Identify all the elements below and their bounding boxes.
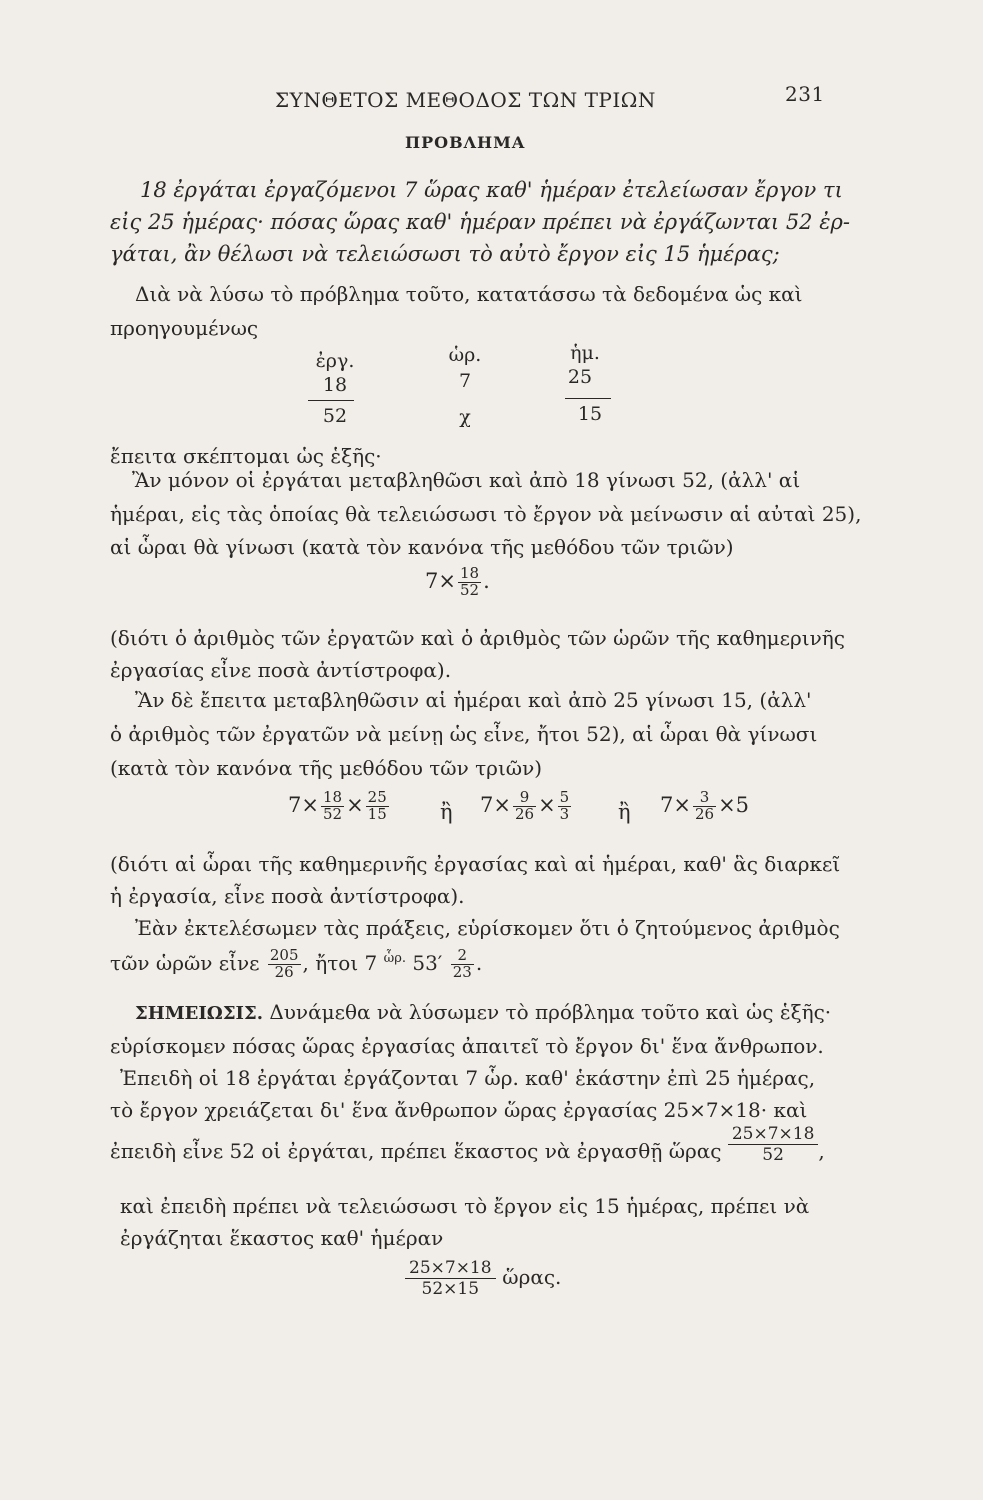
expr2-or-2: ἢ [618,800,631,824]
result-line [110,948,482,981]
expr2b-f1-den: 26 [514,804,535,823]
note-frac-tail: , [818,1139,825,1163]
problem-heading: ΠΡΟΒΛΗΜΑ [405,133,526,152]
body3-line-1: (διότι αἱ ὧραι τῆς καθημερινῆς ἐργασίας καὶ αἱ ἡμέραι, καθ' ἃς διαρκεῖ [110,852,841,876]
expr2b-f2-num: 5 [559,788,570,806]
expr1-den: 52 [459,580,480,599]
table-row2-days: 15 [577,403,603,425]
intro-line-1: Διὰ νὰ λύσω τὸ πρόβλημα τοῦτο, κατατάσσω τὰ δεδομένα ὡς καὶ [135,282,803,306]
result-tail: . [475,950,483,975]
body3-line-3: Ἐὰν ἐκτελέσωμεν τὰς πράξεις, εὑρίσκομεν ὅτι ὁ ζητούμενος ἀριθμὸς [135,916,840,940]
result-num: 205 [269,946,299,964]
table-header-days: ἡμ. [570,342,600,364]
note-first: Δυνάμεθα νὰ λύσωμεν τὸ πρόβλημα τοῦτο καὶ ὡς ἑξῆς· [269,1000,832,1024]
final-fraction [405,1258,496,1299]
expr2b-mid: × [538,792,556,817]
running-title: ΣΥΝΘΕΤΟΣ ΜΕΘΟΔΟΣ ΤΩΝ ΤΡΙΩΝ [275,88,656,112]
note-line-5: ἐργάζηται ἕκαστος καθ' ἡμέραν [120,1226,444,1250]
final-tail: ὥρας. [502,1265,562,1289]
body2-line-2: ἐργασίας εἶνε ποσὰ ἀντίστροφα). [110,658,452,682]
note-line-3: τὸ ἔργον χρειάζεται δι' ἕνα ἄνθρωπον ὥρας ἐργασίας 25×7×18· καὶ [110,1098,808,1122]
expression-2a [288,790,391,823]
expr2a-f2-den: 15 [367,804,387,823]
table-rule-days [565,398,611,399]
expr2b-f1-num: 9 [513,790,536,807]
final-expression [405,1258,561,1299]
intro-line-2: προηγουμένως [110,316,259,340]
body2-line-1: (διότι ὁ ἀριθμὸς τῶν ἐργατῶν καὶ ὁ ἀριθμὸς τῶν ὡρῶν τῆς καθημερινῆς [110,626,845,650]
expr2-or-1: ἢ [440,800,453,824]
result-mid: , ἤτοι 7 [302,950,378,975]
expr2b-lead: 7× [480,792,511,817]
result-fnum: 2 [451,948,474,965]
body-line-3: ἡμέραι, εἰς τὰς ὁποίας θὰ τελειώσωσι τὸ ἔργον νὰ μείνωσιν αἱ αὐταὶ 25), [110,502,862,526]
expression-2b [480,790,573,823]
table-header-workers: ἐργ. [315,350,355,372]
expr2b-frac1 [513,790,536,823]
table-row1-workers: 18 [322,374,348,396]
expr2c-tail: ×5 [718,792,750,817]
table-rule-workers [308,400,354,401]
expr2a-frac2 [366,790,389,823]
final-den: 52×15 [421,1279,480,1299]
body2-line-5: (κατὰ τὸν κανόνα τῆς μεθόδου τῶν τριῶν) [110,756,543,780]
expr2a-f1-num: 18 [322,788,343,806]
body2-line-4: ὁ ἀριθμὸς τῶν ἐργατῶν νὰ μείνῃ ὡς εἶνε, ἤτοι 52), αἱ ὧραι θὰ γίνωσι [110,722,818,746]
expr2b-f2-den: 3 [559,804,570,823]
expr2a-lead: 7× [288,792,319,817]
expr2a-f1-den: 52 [322,804,343,823]
body-line-1: ἔπειτα σκέπτομαι ὡς ἑξῆς· [110,444,382,468]
body2-line-3: Ἂν δὲ ἔπειτα μεταβληθῶσιν αἱ ἡμέραι καὶ ἀπὸ 25 γίνωσι 15, (ἀλλ' [135,688,812,712]
table-header-hours: ὡρ. [448,344,482,366]
expr2b-frac2 [558,790,572,823]
expr2c-den: 26 [694,804,715,823]
note-first-line [135,1000,831,1024]
expression-1 [425,566,490,599]
problem-line-1: 18 ἐργάται ἐργαζόμενοι 7 ὥρας καθ' ἡμέραν ἐτελείωσαν ἔργον τι [140,178,843,202]
note-frac-line [110,1124,825,1173]
body-line-4: αἱ ὧραι θὰ γίνωσι (κατὰ τὸν κανόνα τῆς μεθόδου τῶν τριῶν) [110,535,734,559]
body-line-2: Ἂν μόνον οἱ ἐργάται μεταβληθῶσι καὶ ἀπὸ 18 γίνωσι 52, (ἀλλ' αἱ [132,468,801,492]
note-frac-pre: ἐπειδὴ εἶνε 52 οἱ ἐργάται, πρέπει ἕκαστος νὰ ἐργασθῇ ὥρας [110,1139,722,1163]
final-num: 25×7×18 [405,1258,496,1279]
expr2a-f2-num: 25 [367,788,387,806]
page-number: 231 [785,82,825,106]
expr2c-num: 3 [693,790,716,807]
expression-2c [660,790,749,823]
result-fraction [268,948,301,981]
table-row1-days: 25 [567,366,593,388]
result-fden: 23 [452,962,472,981]
expr1-tail: . [483,568,490,593]
note-line-1: εὑρίσκομεν πόσας ὥρας ἐργασίας ἀπαιτεῖ τὸ ἔργον δι' ἕνα ἄνθρωπον. [110,1034,824,1058]
expr1-lead: 7× [425,568,456,593]
note-inline-fraction [728,1124,819,1165]
problem-line-2: εἰς 25 ἡμέρας· πόσας ὥρας καθ' ἡμέραν πρέπει νὰ ἐργάζωνται 52 ἐρ- [110,210,850,234]
result-pre: τῶν ὡρῶν εἶνε [110,950,260,975]
note-label: ΣΗΜΕΙΩΣΙΣ. [135,1003,263,1024]
table-row1-hours: 7 [458,370,472,392]
expr2c-frac [693,790,716,823]
result-minutes: 53′ [412,950,443,975]
note-frac-num: 25×7×18 [728,1124,819,1145]
table-row2-workers: 52 [322,405,348,427]
body3-line-2: ἡ ἐργασία, εἶνε ποσὰ ἀντίστροφα). [110,884,465,908]
result-unit: ὧρ. [383,951,406,967]
note-line-2: Ἐπειδὴ οἱ 18 ἐργάται ἐργάζονται 7 ὧρ. καθ' ἑκάστην ἐπὶ 25 ἡμέρας, [120,1066,816,1090]
problem-line-3: γάται, ἂν θέλωσι νὰ τελειώσωσι τὸ αὐτὸ ἔργον εἰς 15 ἡμέρας; [110,242,780,266]
expr1-num: 18 [459,564,480,582]
note-line-4: καὶ ἐπειδὴ πρέπει νὰ τελειώσωσι τὸ ἔργον εἰς 15 ἡμέρας, πρέπει νὰ [120,1194,810,1218]
expr1-fraction [458,566,481,599]
expr2a-frac1 [321,790,344,823]
note-frac-den: 52 [762,1145,784,1165]
expr2a-mid: × [346,792,364,817]
expr2c-lead: 7× [660,792,691,817]
result-small-fraction [451,948,474,981]
table-row2-hours: χ [459,406,471,428]
result-den: 26 [274,962,294,981]
